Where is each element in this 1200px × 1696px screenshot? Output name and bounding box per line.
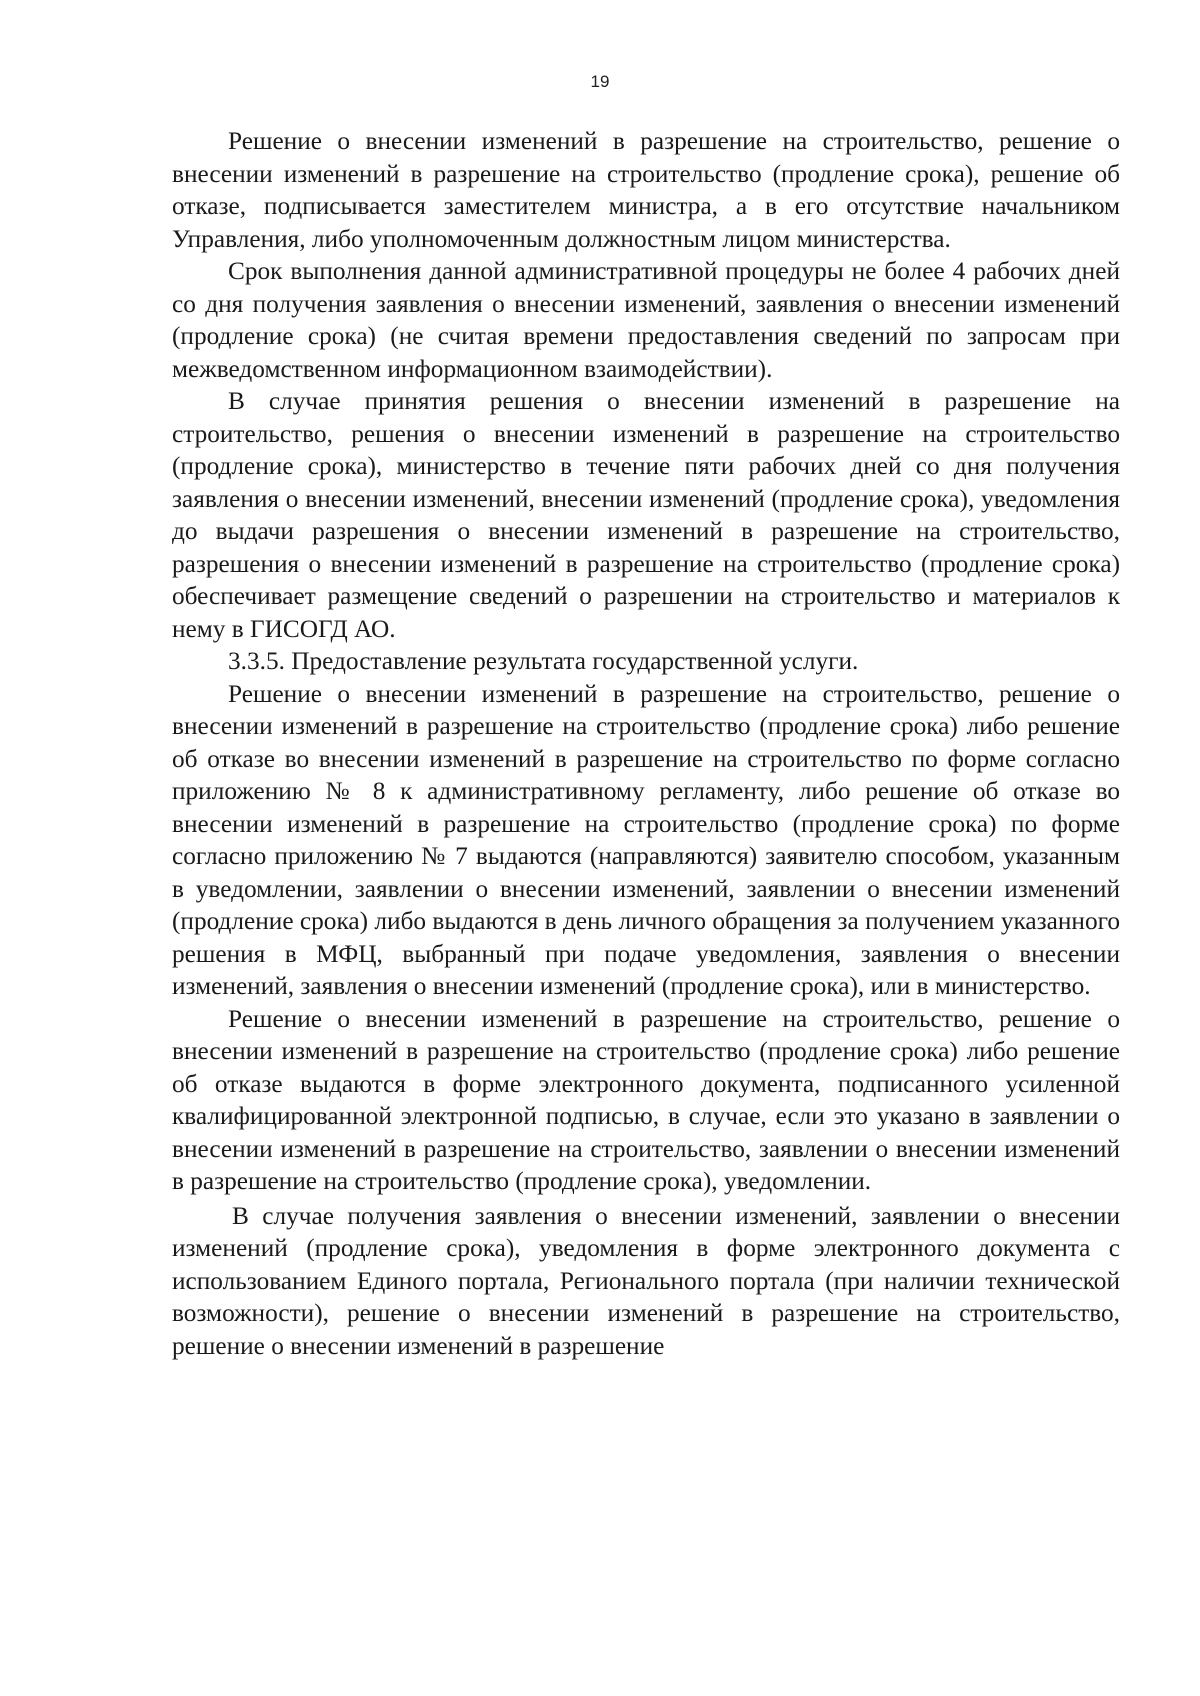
paragraph-deadline: Срок выполнения данной административной процедуры не более 4 рабочих дней со дня получения заявления о внесении изменений, заявления о внесении изменений (продление срока) (не считая времени предоставления сведений по запросам при межведомственном информационном взаимодействии). xyxy=(172,257,1120,383)
section-heading-3-3-5: 3.3.5. Предоставление результата государственной услуги. xyxy=(228,647,859,675)
paragraph-gisogd-publication: В случае принятия решения о внесении изменений в разрешение на строительство, решения о внесении изменений в разрешение на строительство (продление срока), министерство в течение пяти рабочих дней со дня получения заявления о внесении изменений, внесении изменений (продление срока), уведомления до выдачи разрешения о внесении изменений в разрешение на строительство, разрешения о внесении изменений в разрешение на строительство (продление срока) обеспечивает размещение сведений о разрешении на строительство и материалов к нему в ГИСОГД АО. xyxy=(172,387,1120,643)
document-body xyxy=(172,125,1120,1362)
paragraph-electronic-document: Решение о внесении изменений в разрешение на строительство, решение о внесении изменений в разрешение на строительство (продление срока) либо решение об отказе выдаются в форме электронного документа, подписанного усиленной квалифицированной электронной подписью, в случае, если это указано в заявлении о внесении изменений в разрешение на строительство, заявлении о внесении изменений в разрешение на строительство (продление срока), уведомлении. xyxy=(172,1004,1120,1195)
paragraph-signing: Решение о внесении изменений в разрешение на строительство, решение о внесении изменений в разрешение на строительство (продление срока), решение об отказе, подписывается заместителем министра, а в его отсутствие начальником Управления, либо уполномоченным должностным лицом министерства. xyxy=(172,127,1120,253)
page-number: 19 xyxy=(590,72,610,91)
paragraph-result-delivery: Решение о внесении изменений в разрешение на строительство, решение о внесении изменений в разрешение на строительство (продление срока) либо решение об отказе во внесении изменений в разрешение на строительство по форме согласно приложению № 8 к административному регламенту, либо решение об отказе во внесении изменений в разрешение на строительство (продление срока) по форме согласно приложению № 7 выдаются (направляются) заявителю способом, указанным в уведомлении, заявлении о внесении изменений, заявлении о внесении изменений (продление срока) либо выдаются в день личного обращения за получением указанного решения в МФЦ, выбранный при подаче уведомления, заявления о внесении изменений, заявления о внесении изменений (продление срока), или в министерство. xyxy=(172,679,1120,1000)
paragraph-portal-submission: В случае получения заявления о внесении изменений, заявлении о внесении изменений (продление срока), уведомления в форме электронного документа с использованием Единого портала, Регионального портала (при наличии технической возможности), решение о внесении изменений в разрешение на строительство, решение о внесении изменений в разрешение xyxy=(172,1201,1120,1360)
